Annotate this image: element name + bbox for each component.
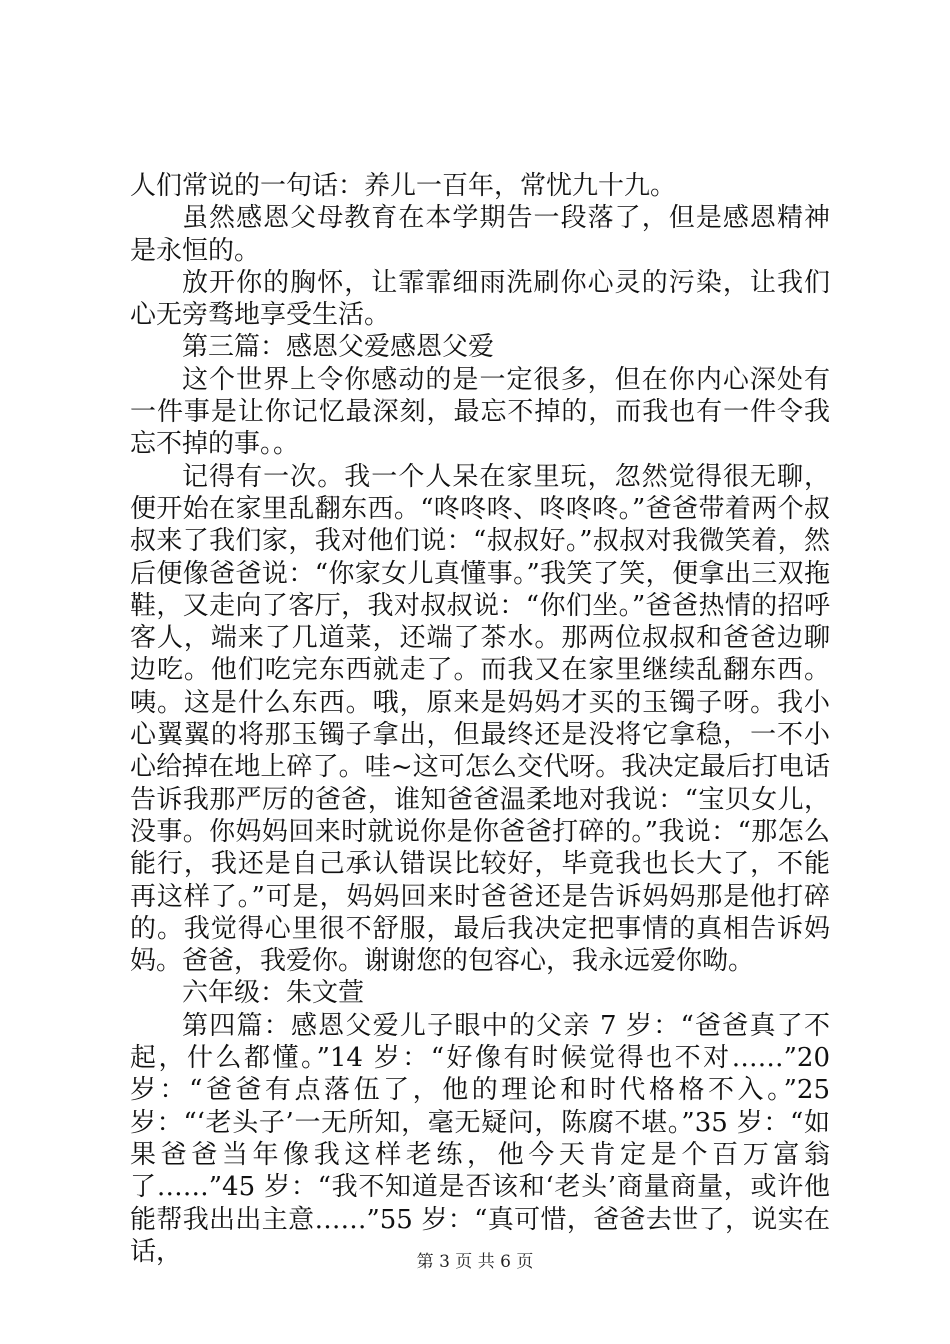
paragraph-1: 人们常说的一句话：养儿一百年，常忧九十九。 [130, 171, 677, 201]
author-line: 六年级：朱文萱 [182, 978, 365, 1009]
page-footer: 第 3 页 共 6 页 [416, 1252, 534, 1272]
paragraph-3: 放开你的胸怀，让霏霏细雨洗刷你心灵的污染，让我们心无旁骛地享受生活。 [130, 267, 830, 331]
paragraph-8: 第四篇：感恩父爱儿子眼中的父亲 7 岁：“爸爸真了不起，什么都懂。”14 岁：“好像有时候觉得也不对……”20 岁：“爸爸有点落伍了，他的理论和时代格格不入。”25 岁：“‘老头子’一无所知，毫无疑问，陈腐不堪。”35 岁：“如果爸爸当年像我这样老练，他今天肯定是个百万富翁了……”45 岁：“我不知道是否该和‘老头’商量商量，或许他能帮我出出主意……”55 岁：“真可惜，爸爸去世了，说实在话， [130, 1010, 830, 1267]
paragraph-5: 这个世界上令你感动的是一定很多，但在你内心深处有一件事是让你记忆最深刻，最忘不掉的，而我也有一件令我忘不掉的事。。 [130, 364, 830, 460]
section-heading-3: 第三篇：感恩父爱感恩父爱 [182, 332, 495, 363]
paragraph-2: 虽然感恩父母教育在本学期告一段落了，但是感恩精神是永恒的。 [130, 203, 830, 266]
paragraph-6: 记得有一次。我一个人呆在家里玩，忽然觉得很无聊，便开始在家里乱翻东西。“咚咚咚、咚咚咚。”爸爸带着两个叔叔来了我们家，我对他们说：“叔叔好。”叔叔对我微笑着，然后便像爸爸说：“你家女儿真懂事。”我笑了笑，便拿出三双拖鞋，又走向了客厅，我对叔叔说：“你们坐。”爸爸热情的招呼客人，端来了几道菜，还端了茶水。那两位叔叔和爸爸边聊边吃。他们吃完东西就走了。而我又在家里继续乱翻东西。咦。这是什么东西。哦，原来是妈妈才买的玉镯子呀。我小心翼翼的将那玉镯子拿出，但最终还是没将它拿稳，一不小心给掉在地上碎了。哇~这可怎么交代呀。我决定最后打电话告诉我那严厉的爸爸，谁知爸爸温柔地对我说：“宝贝女儿，没事。你妈妈回来时就说你是你爸爸打碎的。”我说：“那怎么能行，我还是自己承认错误比较好，毕竟我也长大了，不能再这样了。”可是，妈妈回来时爸爸还是告诉妈妈那是他打碎的。我觉得心里很不舒服，最后我决定把事情的真相告诉妈妈。爸爸，我爱你。谢谢您的包容心，我永远爱你呦。 [130, 461, 830, 977]
body-text [130, 170, 830, 1268]
